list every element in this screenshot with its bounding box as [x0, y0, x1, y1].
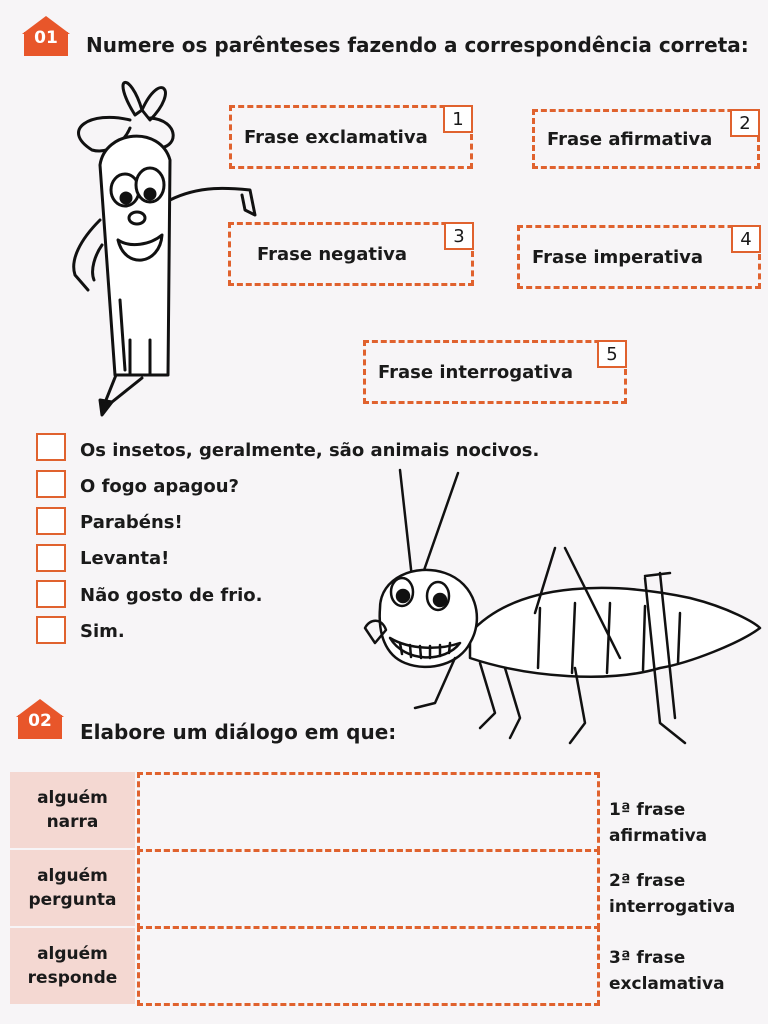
row-label-line: pergunta: [28, 890, 117, 910]
answer-box[interactable]: [36, 616, 66, 644]
question-number-badge-02: [14, 697, 66, 741]
sentence-type-1: [609, 797, 707, 849]
row-label-line: alguém: [37, 944, 108, 964]
option-number: 3: [444, 222, 474, 250]
sentence-item: Os insetos, geralmente, são animais nocivos.: [80, 440, 540, 461]
sentence-item: Levanta!: [80, 548, 170, 569]
option-box-negativa: [228, 222, 474, 286]
question-title: Elabore um diálogo em que:: [80, 720, 397, 744]
sentence-type-line: 2ª frase: [609, 871, 686, 891]
dialogue-answer-box-3[interactable]: [137, 926, 600, 1006]
grasshopper-illustration: [360, 468, 765, 750]
sentence-type-line: 3ª frase: [609, 948, 686, 968]
sentence-item: Parabéns!: [80, 512, 183, 533]
option-label: Frase imperativa: [532, 246, 704, 268]
question-number-badge-01: [20, 14, 72, 58]
option-number: 4: [731, 225, 761, 253]
answer-box[interactable]: [36, 470, 66, 498]
option-label: Frase negativa: [257, 243, 408, 265]
option-number: 2: [730, 109, 760, 137]
row-label-line: responde: [27, 968, 118, 988]
answer-box[interactable]: [36, 433, 66, 461]
answer-box[interactable]: [36, 580, 66, 608]
row-label-responde: [10, 928, 135, 1004]
option-label: Frase exclamativa: [244, 126, 428, 148]
option-number: 5: [597, 340, 627, 368]
option-box-interrogativa: [363, 340, 627, 404]
row-label-narra: [10, 772, 135, 848]
row-label-line: alguém: [37, 788, 108, 808]
sentence-type-2: [609, 868, 735, 920]
question-title: Numere os parênteses fazendo a correspondência correta:: [86, 33, 749, 57]
option-box-exclamativa: [229, 105, 473, 169]
option-number: 1: [443, 105, 473, 133]
option-label: Frase afirmativa: [547, 128, 713, 150]
sentence-type-line: 1ª frase: [609, 800, 686, 820]
option-box-imperativa: [517, 225, 761, 289]
row-label-line: alguém: [37, 866, 108, 886]
sentence-item: Não gosto de frio.: [80, 585, 263, 606]
row-label-pergunta: [10, 850, 135, 926]
sentence-type-3: [609, 945, 725, 997]
option-label: Frase interrogativa: [378, 361, 573, 383]
row-label-line: narra: [46, 812, 99, 832]
option-box-afirmativa: [532, 109, 760, 169]
sentence-item: Sim.: [80, 621, 125, 642]
answer-box[interactable]: [36, 544, 66, 572]
sentence-type-line: interrogativa: [609, 897, 736, 917]
answer-box[interactable]: [36, 507, 66, 535]
sentence-type-line: exclamativa: [609, 974, 725, 994]
dialogue-answer-box-2[interactable]: [137, 849, 600, 929]
sentence-item: O fogo apagou?: [80, 476, 239, 497]
question-number: 02: [28, 711, 52, 731]
dialogue-answer-box-1[interactable]: [137, 772, 600, 852]
sentence-type-line: afirmativa: [609, 826, 708, 846]
question-number: 01: [34, 28, 58, 48]
